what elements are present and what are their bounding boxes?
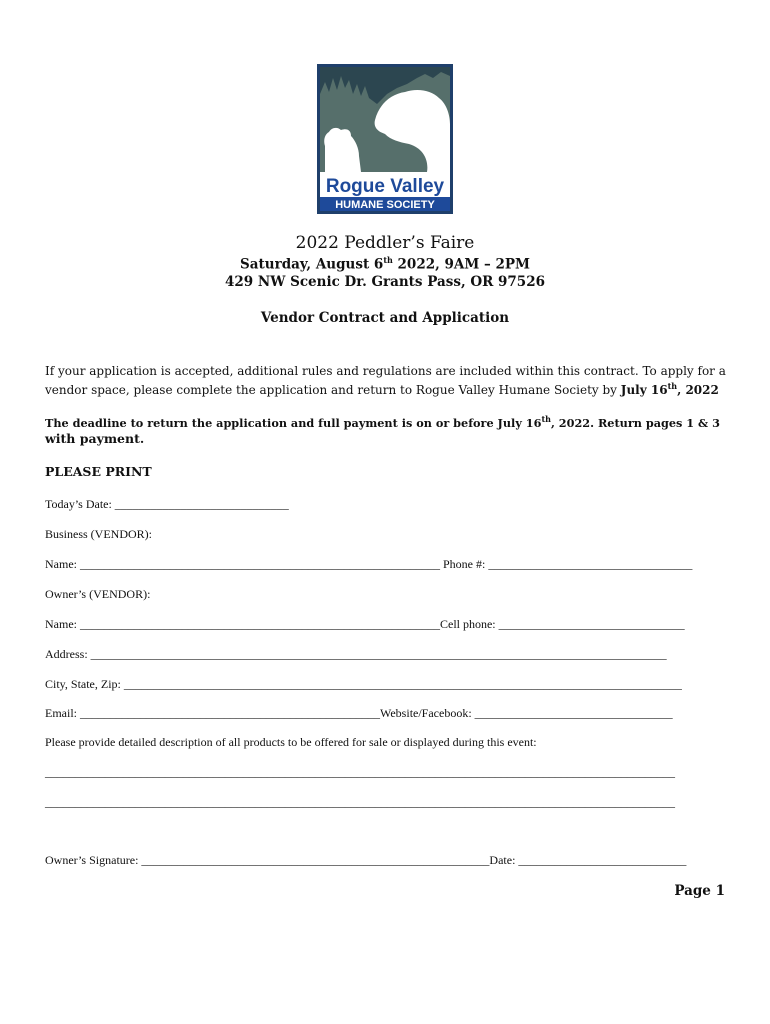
business-name-phone-field[interactable]: Name: ____________________________________________________________ Phone #: __________________________________	[45, 557, 693, 571]
owner-name-cell-field[interactable]: Name: ____________________________________________________________Cell phone: _______________________________	[45, 617, 685, 631]
signature-date-field[interactable]: Owner’s Signature: __________________________________________________________Date: ____________________________	[45, 853, 687, 867]
event-date-suffix: 2022, 9AM – 2PM	[392, 256, 530, 273]
email-website-field[interactable]: Email: __________________________________________________Website/Facebook: _________________________________	[45, 706, 673, 720]
page-number: Page 1	[674, 883, 725, 899]
products-line-2[interactable]: _________________________________________________________________________________________________________	[45, 795, 675, 809]
intro-line1: If your application is accepted, additional rules and regulations are included within this contract. To apply for a	[45, 364, 726, 378]
products-line-1[interactable]: _________________________________________________________________________________________________________	[45, 765, 675, 779]
event-address: 429 NW Scenic Dr. Grants Pass, OR 97526	[224, 274, 545, 290]
intro-deadline-suffix: , 2022	[677, 383, 719, 397]
page-title: 2022 Peddler’s Faire	[295, 233, 475, 253]
document-subtitle: Vendor Contract and Application	[260, 310, 510, 326]
products-prompt: Please provide detailed description of all products to be offered for sale or displayed during this event:	[45, 735, 537, 749]
intro-deadline-prefix: July 16	[620, 383, 668, 397]
deadline-notice-suffix: , 2022. Return pages 1 & 3	[550, 415, 720, 430]
todays-date-field[interactable]: Today’s Date: _____________________________	[45, 497, 289, 511]
deadline-notice-line1	[45, 414, 720, 430]
logo-line2: HUMANE SOCIETY	[335, 199, 435, 211]
intro-line2-text: vendor space, please complete the application and return to Rogue Valley Humane Society by	[45, 383, 621, 397]
event-date-sup: th	[383, 255, 393, 265]
owner-heading: Owner’s (VENDOR):	[45, 587, 151, 601]
deadline-notice-sup: th	[541, 414, 551, 424]
intro-line2	[45, 381, 719, 397]
event-date	[0, 255, 770, 273]
please-print-label: PLEASE PRINT	[45, 464, 152, 479]
event-date-prefix: Saturday, August 6	[240, 256, 384, 273]
address-field[interactable]: Address: ________________________________________________________________________________________________	[45, 647, 667, 661]
intro-deadline	[621, 383, 719, 397]
rogue-valley-humane-society-logo	[317, 64, 453, 214]
business-heading: Business (VENDOR):	[45, 527, 152, 541]
city-state-zip-field[interactable]: City, State, Zip: _____________________________________________________________________________________________	[45, 677, 682, 691]
intro-deadline-sup: th	[667, 381, 678, 391]
logo-line1: Rogue Valley	[325, 176, 445, 197]
deadline-notice-prefix: The deadline to return the application and full payment is on or before July 16	[45, 415, 542, 430]
deadline-notice-line2: with payment.	[45, 431, 145, 446]
